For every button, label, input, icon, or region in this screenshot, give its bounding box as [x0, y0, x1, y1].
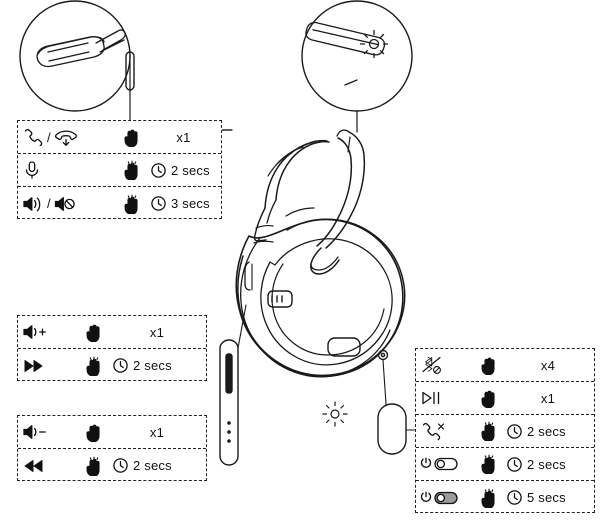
power-toggle-on-icon — [420, 455, 460, 473]
earcup-side-ridge — [245, 262, 250, 290]
next-track-icon — [22, 358, 46, 374]
gesture-cell — [472, 355, 506, 375]
gesture-cell — [76, 456, 112, 476]
control-cell — [22, 458, 76, 474]
status-led — [379, 351, 388, 360]
quantity-label: x4 — [540, 357, 556, 373]
clock-icon — [150, 162, 167, 179]
control-cell — [22, 160, 114, 180]
led-indicator-icon-body — [323, 402, 347, 426]
duration-label: 5 secs — [527, 490, 566, 505]
callout-circle-mic-led — [302, 1, 412, 111]
duration-label: 2 secs — [171, 162, 210, 178]
control-cell — [22, 358, 76, 374]
power-and-playback-controls-legend — [415, 348, 595, 513]
gesture-cell — [76, 322, 112, 342]
power-button-callout-shape — [378, 404, 406, 454]
volume-rocker-callout-shape — [220, 340, 238, 465]
duration-label: 2 secs — [527, 423, 566, 439]
legend-row — [18, 121, 221, 154]
quantity-label: x1 — [176, 129, 191, 145]
bluetooth-pairing-icon — [420, 355, 444, 375]
gesture-cell — [472, 454, 506, 474]
tap-icon — [121, 127, 143, 147]
control-cell — [420, 421, 472, 441]
legend-row — [18, 449, 206, 482]
call-reject-icon — [420, 421, 446, 441]
legend-row — [18, 187, 221, 220]
timer-cell — [150, 195, 210, 212]
gesture-cell — [114, 194, 150, 214]
callout-circle-multifunction-button — [20, 1, 130, 111]
control-cell — [22, 323, 76, 341]
volume-rocker-button — [268, 291, 292, 307]
control-cell — [420, 489, 472, 507]
timer-cell — [506, 489, 566, 506]
duration-label: 2 secs — [527, 456, 566, 472]
duration-label: 3 secs — [171, 196, 210, 211]
legend-row — [18, 154, 221, 187]
press-hold-icon — [83, 356, 105, 376]
tap-icon — [478, 388, 500, 408]
clock-icon — [112, 357, 129, 374]
quantity-label: x1 — [149, 424, 165, 440]
gesture-cell — [472, 421, 506, 441]
legend-row — [416, 349, 594, 382]
gesture-cell — [472, 488, 506, 508]
tap-icon — [83, 422, 105, 442]
duration-label: 2 secs — [133, 358, 172, 373]
clock-icon — [506, 489, 523, 506]
control-cell — [420, 355, 472, 375]
quantity-label: x1 — [540, 390, 556, 406]
timer-cell — [506, 423, 566, 440]
timer-cell — [112, 457, 172, 474]
icon-separator: / — [47, 196, 51, 211]
gesture-cell — [76, 356, 112, 376]
gesture-cell — [472, 388, 506, 408]
tap-icon — [478, 355, 500, 375]
tap-icon — [83, 322, 105, 342]
duration-label: 2 secs — [133, 458, 172, 473]
legend-row — [416, 382, 594, 415]
power-toggle-off-icon — [420, 489, 460, 507]
timer-cell — [506, 456, 566, 473]
legend-row — [416, 415, 594, 448]
quantity-cell — [112, 325, 202, 340]
volume-up-icon — [22, 323, 48, 341]
legend-row — [416, 448, 594, 481]
control-cell — [22, 195, 114, 213]
control-cell — [420, 455, 472, 473]
legend-row — [18, 416, 206, 449]
quantity-cell — [112, 425, 202, 440]
timer-cell — [112, 357, 172, 374]
gesture-cell — [76, 422, 112, 442]
legend-row — [18, 349, 206, 382]
gesture-cell — [114, 127, 150, 147]
multifunction-button-marker — [126, 52, 134, 90]
control-cell — [22, 423, 76, 441]
quantity-cell — [506, 358, 590, 373]
clock-icon — [150, 195, 167, 212]
press-hold-icon — [478, 488, 500, 508]
speaker-on-icon — [22, 195, 44, 213]
power-slider-button — [328, 338, 360, 356]
previous-track-icon — [22, 458, 46, 474]
press-hold-icon — [478, 454, 500, 474]
speaker-off-icon — [54, 195, 76, 213]
microphone-icon — [22, 160, 42, 180]
timer-cell — [150, 162, 210, 179]
control-cell — [22, 127, 114, 147]
call-controls-legend — [17, 120, 222, 219]
clock-icon — [506, 456, 523, 473]
volume-up-controls-legend — [17, 315, 207, 381]
quantity-cell — [506, 391, 590, 406]
gesture-cell — [114, 160, 150, 180]
press-hold-icon — [121, 194, 143, 214]
press-hold-icon — [83, 456, 105, 476]
clock-icon — [506, 423, 523, 440]
quantity-cell — [150, 130, 217, 145]
volume-down-controls-legend — [17, 415, 207, 481]
quantity-label: x1 — [149, 324, 165, 340]
icon-separator: / — [47, 129, 51, 145]
legend-row — [18, 316, 206, 349]
led-indicator-icon-callout — [361, 31, 388, 58]
clock-icon — [112, 457, 129, 474]
press-hold-icon — [478, 421, 500, 441]
call-answer-icon — [22, 128, 44, 146]
play-pause-icon — [420, 390, 444, 406]
legend-row — [416, 481, 594, 514]
control-cell — [420, 390, 472, 406]
call-end-icon — [54, 127, 78, 147]
press-hold-icon — [121, 160, 143, 180]
volume-down-icon — [22, 423, 48, 441]
